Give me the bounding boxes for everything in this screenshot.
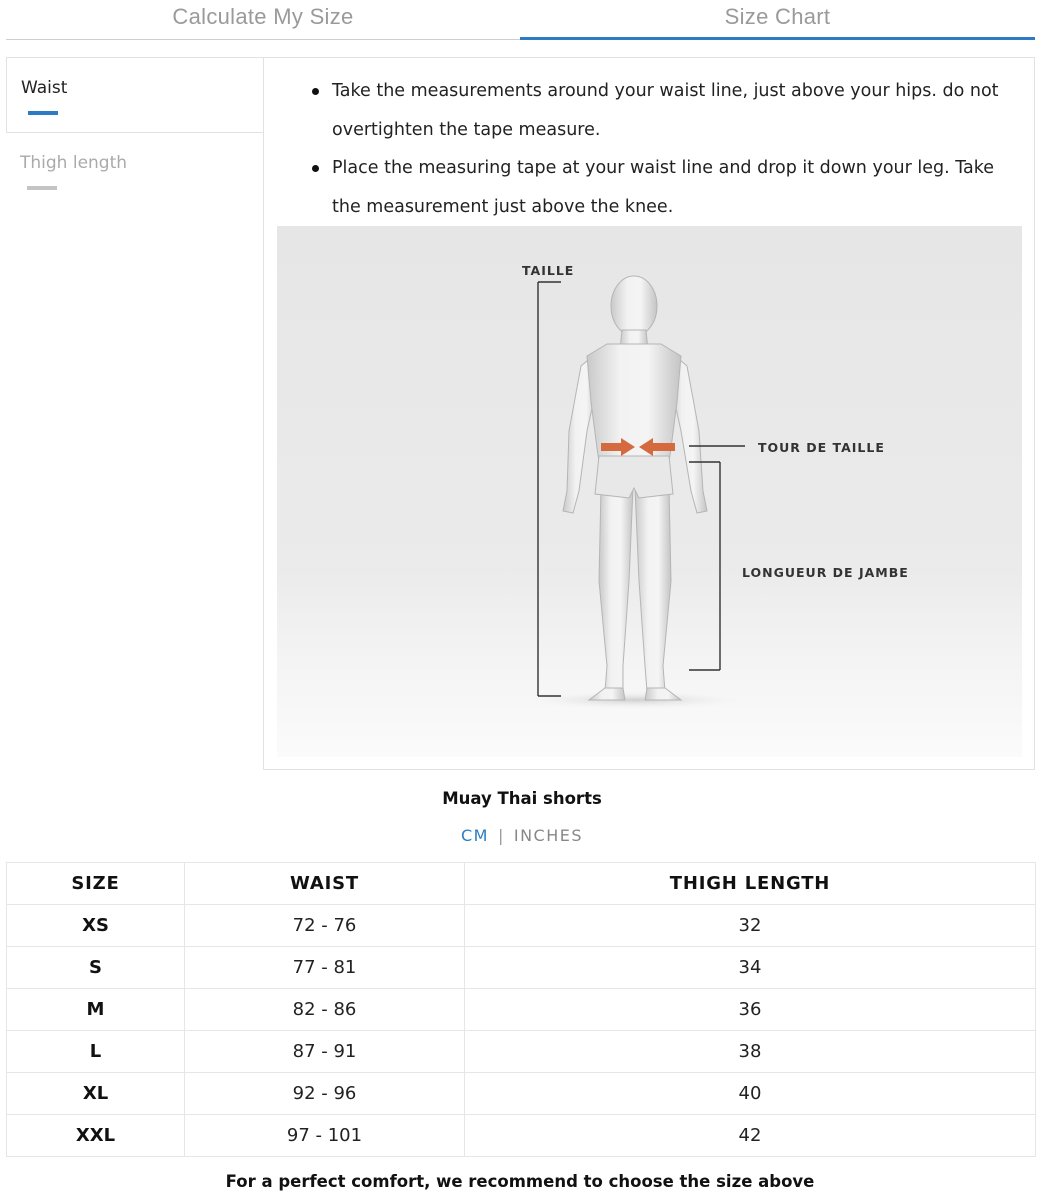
thigh-length-cell: 42	[465, 1115, 1036, 1157]
table-row	[7, 1073, 1036, 1115]
waist-cell: 72 - 76	[185, 905, 465, 947]
instruction-list	[310, 72, 1022, 226]
waist-label: TOUR DE TAILLE	[758, 440, 885, 455]
waist-cell: 87 - 91	[185, 1031, 465, 1073]
leg-length-label: LONGUEUR DE JAMBE	[742, 565, 909, 580]
sidebar-item-waist[interactable]	[6, 57, 263, 133]
instruction-item: Take the measurements around your waist line, just above your hips. do not overtighten the tape measure.	[310, 72, 1022, 149]
sidebar-item-label: Thigh length	[20, 153, 128, 173]
measurement-guide-panel	[6, 57, 1035, 770]
measurement-content	[263, 57, 1035, 770]
active-indicator	[28, 111, 58, 115]
waist-cell: 77 - 81	[185, 947, 465, 989]
size-cell: M	[7, 989, 185, 1031]
column-header-thigh-length: THIGH LENGTH	[465, 863, 1036, 905]
table-row	[7, 989, 1036, 1031]
thigh-length-cell: 36	[465, 989, 1036, 1031]
body-measurement-illustration	[277, 226, 1022, 757]
thigh-length-cell: 34	[465, 947, 1036, 989]
mannequin-figure	[277, 226, 1022, 757]
unit-cm-button[interactable]: CM	[460, 826, 489, 845]
waist-cell: 82 - 86	[185, 989, 465, 1031]
size-cell: XS	[7, 905, 185, 947]
column-header-waist: WAIST	[185, 863, 465, 905]
size-cell: XXL	[7, 1115, 185, 1157]
tab-calculate-my-size[interactable]: Calculate My Size	[172, 4, 354, 29]
thigh-length-cell: 32	[465, 905, 1036, 947]
size-chart-table	[6, 862, 1036, 1157]
unit-inches-button[interactable]: INCHES	[513, 826, 584, 845]
unit-separator: |	[497, 826, 505, 845]
table-row	[7, 947, 1036, 989]
unit-toggle	[0, 826, 1044, 845]
sidebar-item-thigh-length[interactable]	[6, 133, 263, 209]
sidebar-item-label: Waist	[21, 78, 68, 98]
size-recommendation-note: For a perfect comfort, we recommend to choose the size above	[225, 1172, 815, 1191]
table-row	[7, 1031, 1036, 1073]
thigh-length-cell: 38	[465, 1031, 1036, 1073]
column-header-size: SIZE	[7, 863, 185, 905]
size-guide-tabs	[6, 0, 1035, 40]
chart-title: Muay Thai shorts	[442, 789, 602, 808]
size-cell: XL	[7, 1073, 185, 1115]
table-header-row	[7, 863, 1036, 905]
tab-size-chart[interactable]: Size Chart	[520, 0, 1035, 40]
instruction-item: Place the measuring tape at your waist line and drop it down your leg. Take the measurement just above the knee.	[310, 149, 1022, 226]
table-row	[7, 1115, 1036, 1157]
waist-cell: 92 - 96	[185, 1073, 465, 1115]
size-cell: S	[7, 947, 185, 989]
inactive-indicator	[27, 186, 57, 190]
height-label: TAILLE	[522, 263, 575, 278]
table-row	[7, 905, 1036, 947]
waist-cell: 97 - 101	[185, 1115, 465, 1157]
size-cell: L	[7, 1031, 185, 1073]
thigh-length-cell: 40	[465, 1073, 1036, 1115]
